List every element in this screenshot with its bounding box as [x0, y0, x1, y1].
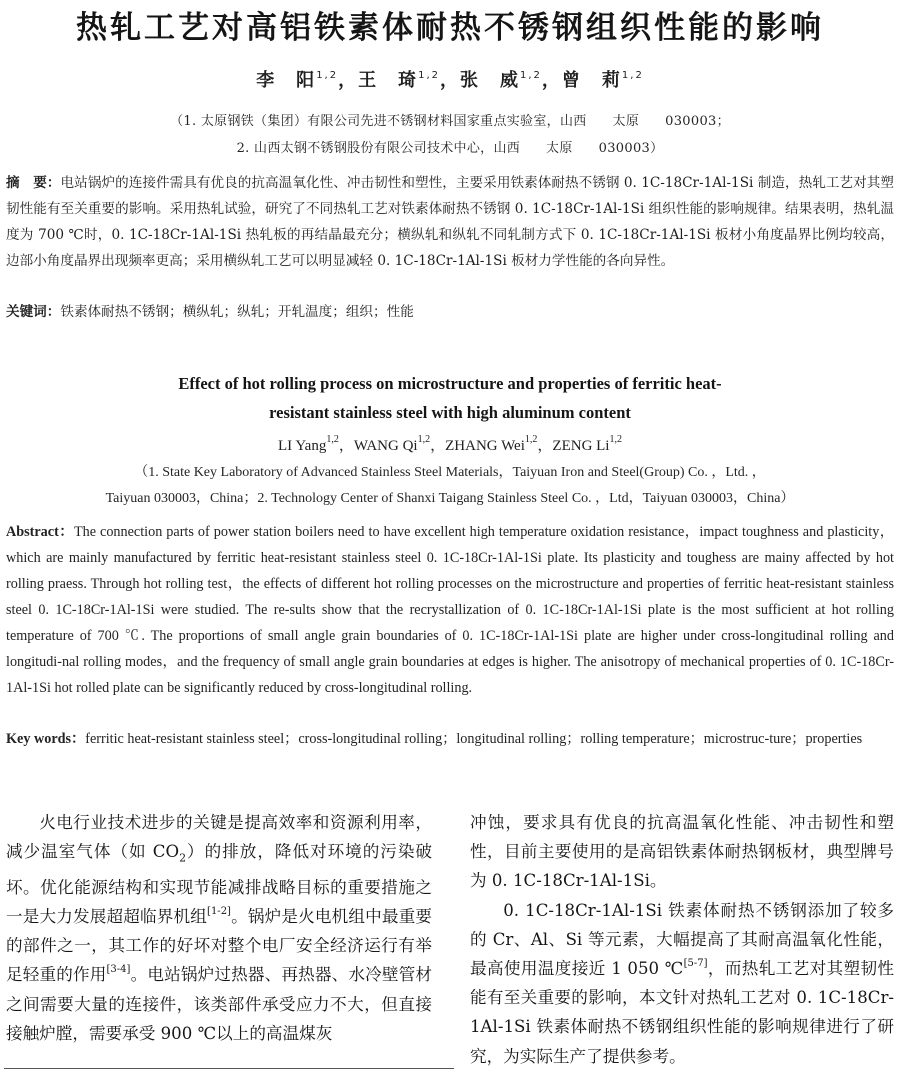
abstract-en-label: Abstract： — [6, 524, 74, 540]
author-cn-2: 王 琦$^{1,2}$ — [358, 70, 440, 91]
affiliation-cn-line1: （1. 太原钢铁（集团）有限公司先进不锈钢材料国家重点实验室，山西 太原 030003； — [170, 114, 730, 129]
keywords-cn-label: 关键词： — [6, 304, 61, 320]
authors-cn: 李 阳$^{1,2}$，王 琦$^{1,2}$，张 威$^{1,2}$，曾 莉$^{1,2}$ — [256, 70, 644, 91]
keywords-en-label: Key words： — [6, 731, 86, 747]
affiliation-en-line2: Taiyuan 030003，China；2. Technology Center of Shanxi Taigang Stainless Steel Co. ，Ltd，Taiyuan 030003，China） — [105, 491, 795, 506]
citation-3: [5-7] — [683, 958, 708, 970]
abstract-en-text: The connection parts of power station boilers need to have excellent high temperature oxidation resistance，impact toughness and plasticity，which are mainly manufactured by ferritic heat-resistant stainless steel 0. 1C-18Cr-1Al-1Si plate. Its plasticity and toughess are mainy affected by hot rolling praess. Through hot rolling test，the effects of different hot rolling processes on the microstructure and properties of ferritic heat-resistant stainless steel 0. 1C-18Cr-1Al-1Si were studied. The re-sults show that the recrystallization of 0. 1C-18Cr-1Al-1Si plate is the most sufficient at hot rolling temperature of 700 ℃. The proportions of small angle grain boundaries of 0. 1C-18Cr-1Al-1Si plate are higher under cross-longitudinal rolling and longitudi-nal rolling modes，and the frequency of small angle grain boundaries at edges is higher. The anisotropy of mechanical properties of 0. 1C-18Cr-1Al-1Si hot rolled plate can be significantly reduced by cross-longitudinal rolling. — [6, 524, 894, 696]
body-column-right — [470, 808, 894, 1070]
body-paragraph-1: 火电行业技术进步的关键是提高效率和资源利用率，减少温室气体（如 $CO_2$）的排放，降低对环境的污染破坏。优化能源结构和实现节能减排战略目标的重要措施之一是大力发展超超临界机组[1-2]。锅炉是火电机组中最重要的部件之一，其工作的好坏对整个电厂安全经济运行有举足轻重的作用[3-4]。电站锅炉过热器、再热器、水冷壁管材之间需要大量的连接件，该类部件承受应力不大，但直接接触炉膛，需要承受 900 ℃以上的高温煤灰 — [6, 813, 432, 1043]
body-column-left — [6, 808, 432, 1070]
abstract-cn — [6, 170, 894, 274]
body-paragraph-2: 0. 1C-18Cr-1Al-1Si 铁素体耐热不锈钢添加了较多的 Cr、Al、Si 等元素，大幅提高了其耐高温氧化性能，最高使用温度接近 1 050 ℃[5-7]，而热轧工艺对其塑韧性能有至关重要的影响，本文针对热轧工艺对 0. 1C-18Cr-1Al-1Si 铁素体耐热不锈钢组织性能的影响规律进行了研究，为实际生产了提供参考。 — [470, 900, 894, 1066]
body-paragraph-1-cont: 冲蚀，要求具有优良的抗高温氧化性能、冲击韧性和塑性，目前主要使用的是高铝铁素体耐热钢板材，典型牌号为 0. 1C-18Cr-1Al-1Si。 — [470, 813, 894, 891]
author-en-2: WANG Qi$^{1,2}$ — [353, 434, 431, 454]
author-en-4: ZENG Li$^{1,2}$ — [552, 434, 622, 454]
author-en-3: ZHANG Wei$^{1,2}$ — [445, 434, 538, 454]
affiliation-cn-line2: 2. 山西太钢不锈钢股份有限公司技术中心，山西 太原 030003） — [236, 141, 664, 156]
affiliation-en-line1: （1. State Key Laboratory of Advanced Stainless Steel Materials，Taiyuan Iron and Steel(Group) Co. ，Ltd. ， — [134, 465, 766, 480]
title-cn: 热轧工艺对高铝铁素体耐热不锈钢组织性能的影响 — [76, 10, 824, 46]
citation-2: [3-4] — [106, 964, 131, 976]
author-cn-4: 曾 莉$^{1,2}$ — [561, 70, 644, 91]
keywords-cn-text: 铁素体耐热不锈钢；横纵轧；纵轧；开轧温度；组织；性能 — [60, 304, 414, 320]
abstract-en — [6, 519, 894, 701]
title-en — [0, 369, 900, 427]
authors-en: LI Yang$^{1,2}$，WANG Qi$^{1,2}$，ZHANG Wei$^{1,2}$，ZENG Li$^{1,2}$ — [278, 434, 622, 454]
keywords-en — [6, 726, 894, 752]
footnote-rule — [4, 1068, 454, 1069]
author-cn-3: 张 威$^{1,2}$ — [460, 70, 542, 91]
abstract-cn-text: 电站锅炉的连接件需具有优良的抗高温氧化性、冲击韧性和塑性，主要采用铁素体耐热不锈钢 0. 1C-18Cr-1Al-1Si 制造，热轧工艺对其塑韧性能有至关重要的影响。采用热轧试验，研究了不同热轧工艺对铁素体耐热不锈钢 0. 1C-18Cr-1Al-1Si 组织性能的影响规律。结果表明，热轧温度为 700 ℃时，0. 1C-18Cr-1Al-1Si 热轧板的再结晶最充分；横纵轧和纵轧不同轧制方式下 0. 1C-18Cr-1Al-1Si 板材小角度晶界比例均较高，边部小角度晶界出现频率更高；采用横纵轧工艺可以明显减轻 0. 1C-18Cr-1Al-1Si 板材力学性能的各向异性。 — [6, 175, 895, 269]
abstract-cn-label: 摘 要： — [6, 175, 61, 191]
title-en-line1: Effect of hot rolling process on microstructure and properties of ferritic heat- — [178, 374, 722, 393]
title-en-line2: resistant stainless steel with high aluminum content — [269, 403, 631, 422]
author-cn-1: 李 阳$^{1,2}$ — [256, 70, 339, 91]
author-en-1: LI Yang$^{1,2}$ — [278, 434, 339, 454]
citation-1: [1-2] — [207, 905, 231, 917]
keywords-cn — [6, 300, 414, 320]
keywords-en-text: ferritic heat-resistant stainless steel；cross-longitudinal rolling；longitudinal rolling；rolling temperature；microstruc-ture；properties — [85, 731, 863, 747]
